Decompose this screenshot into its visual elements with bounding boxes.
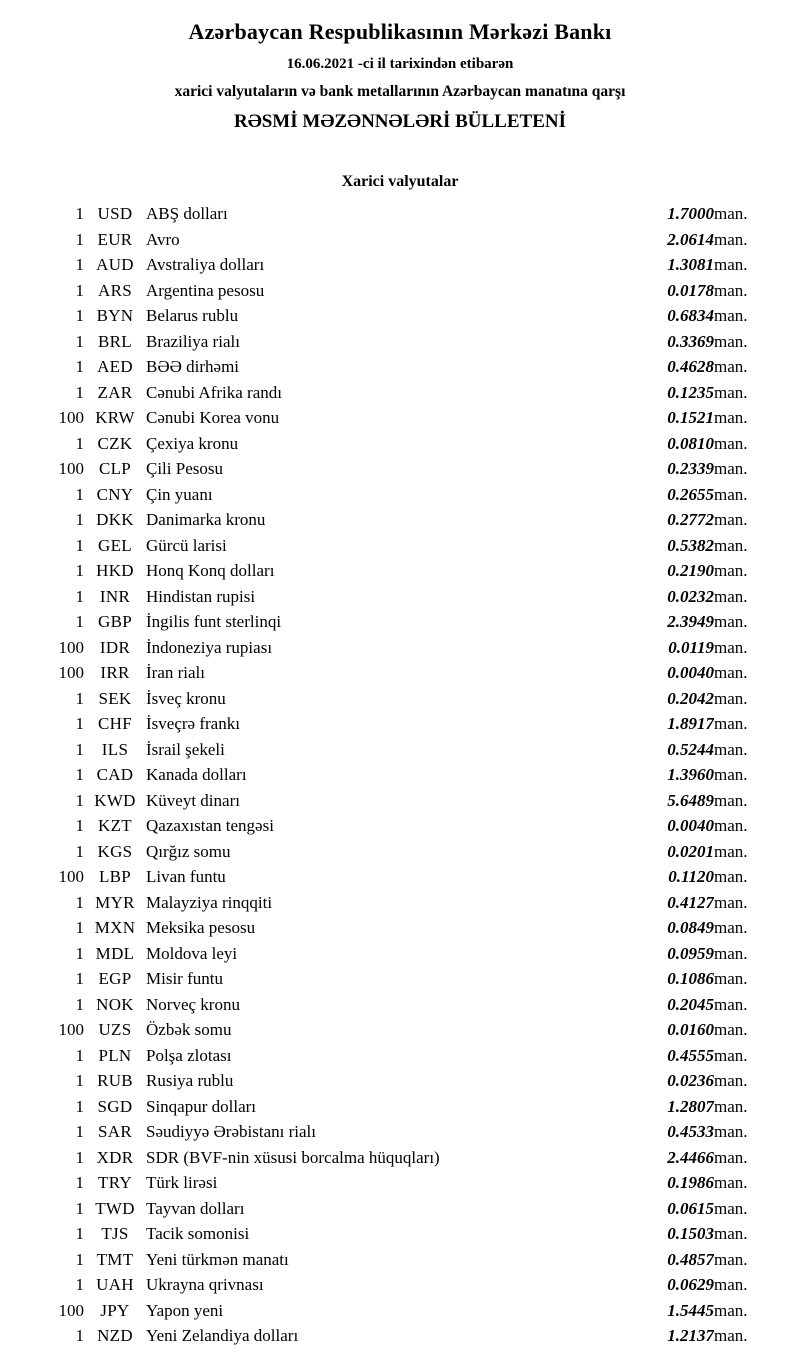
currency-rate-unit: man. xyxy=(714,433,748,453)
table-row xyxy=(28,1068,772,1094)
currency-name: Tayvan dolları xyxy=(146,1198,245,1218)
currency-name: Özbək somu xyxy=(146,1020,232,1040)
currency-rate-unit: man. xyxy=(714,1275,748,1295)
currency-name: Çin yuanı xyxy=(146,484,213,504)
table-row xyxy=(28,1017,772,1043)
currency-quantity: 1 xyxy=(75,612,84,632)
currency-quantity: 1 xyxy=(75,280,84,300)
currency-rate-value: 0.2190 xyxy=(667,561,714,581)
currency-rate-unit: man. xyxy=(714,1045,748,1065)
currency-name: Sinqapur dolları xyxy=(146,1096,257,1116)
currency-rate-value: 2.3949 xyxy=(667,612,714,632)
currency-rate-unit: man. xyxy=(714,1198,748,1218)
table-row xyxy=(28,482,772,508)
currency-rate-value: 0.0040 xyxy=(667,816,714,836)
currency-quantity: 1 xyxy=(75,561,84,581)
currency-rate-unit: man. xyxy=(714,331,748,351)
currency-code: HKD xyxy=(96,561,134,581)
currency-quantity: 1 xyxy=(75,765,84,785)
currency-name: Belarus rublu xyxy=(146,306,239,326)
effective-date-line: 16.06.2021 -ci il tarixindən etibarən xyxy=(286,55,514,72)
currency-rate-unit: man. xyxy=(714,816,748,836)
table-row xyxy=(28,1196,772,1222)
currency-code: INR xyxy=(99,586,131,606)
table-row xyxy=(28,813,772,839)
currency-code: IDR xyxy=(99,637,131,657)
currency-rate-unit: man. xyxy=(714,229,748,249)
currency-quantity: 100 xyxy=(58,663,84,683)
currency-quantity: 1 xyxy=(75,688,84,708)
currency-rate-unit: man. xyxy=(714,714,748,734)
table-row xyxy=(28,1272,772,1298)
table-row xyxy=(28,431,772,457)
currency-quantity: 1 xyxy=(75,433,84,453)
currency-quantity: 1 xyxy=(75,739,84,759)
table-row xyxy=(28,1043,772,1069)
section-title-foreign-currencies: Xarici valyutalar xyxy=(341,173,459,191)
table-row xyxy=(28,303,772,329)
currency-rate-unit: man. xyxy=(714,1020,748,1040)
currency-quantity: 100 xyxy=(58,459,84,479)
currency-code: KWD xyxy=(94,790,136,810)
table-row xyxy=(28,456,772,482)
currency-quantity: 100 xyxy=(58,867,84,887)
currency-quantity: 1 xyxy=(75,510,84,530)
currency-quantity: 100 xyxy=(58,1020,84,1040)
currency-name: Livan funtu xyxy=(146,867,226,887)
table-row xyxy=(28,1170,772,1196)
table-row xyxy=(28,201,772,227)
table-row xyxy=(28,839,772,865)
currency-rate-value: 0.4628 xyxy=(667,357,714,377)
currency-name: İndoneziya rupiası xyxy=(146,637,273,657)
currency-quantity: 1 xyxy=(75,1224,84,1244)
currency-rate-unit: man. xyxy=(714,1326,748,1346)
currency-rate-unit: man. xyxy=(714,637,748,657)
currency-rate-unit: man. xyxy=(714,510,748,530)
currency-rate-value: 0.0615 xyxy=(667,1198,714,1218)
table-row xyxy=(28,890,772,916)
currency-quantity: 1 xyxy=(75,943,84,963)
currency-quantity: 1 xyxy=(75,892,84,912)
currency-rate-value: 0.5382 xyxy=(667,535,714,555)
currency-rate-unit: man. xyxy=(714,765,748,785)
currency-name: Avstraliya dolları xyxy=(146,255,265,275)
currency-name: Hindistan rupisi xyxy=(146,586,256,606)
table-row xyxy=(28,1094,772,1120)
currency-rate-value: 1.7000 xyxy=(667,204,714,224)
currency-rates-body xyxy=(28,201,772,1349)
currency-quantity: 1 xyxy=(75,1096,84,1116)
document-subtitle: xarici valyutaların və bank metallarının Azərbaycan manatına qarşı xyxy=(174,83,626,101)
currency-code: GBP xyxy=(98,612,132,632)
currency-quantity: 1 xyxy=(75,969,84,989)
currency-quantity: 1 xyxy=(75,535,84,555)
currency-rate-value: 0.0160 xyxy=(667,1020,714,1040)
table-row xyxy=(28,686,772,712)
currency-code: EUR xyxy=(97,229,133,249)
currency-quantity: 1 xyxy=(75,331,84,351)
currency-code: CAD xyxy=(96,765,134,785)
currency-quantity: 1 xyxy=(75,306,84,326)
currency-quantity: 1 xyxy=(75,1122,84,1142)
currency-rate-unit: man. xyxy=(714,1224,748,1244)
currency-rate-value: 0.4533 xyxy=(667,1122,714,1142)
table-row xyxy=(28,1221,772,1247)
currency-name: ABŞ dolları xyxy=(146,204,228,224)
currency-code: NZD xyxy=(97,1326,133,1346)
currency-code: PLN xyxy=(98,1045,132,1065)
currency-code: BYN xyxy=(96,306,134,326)
currency-name: Danimarka kronu xyxy=(146,510,266,530)
bank-title: Azərbaycan Respublikasının Mərkəzi Bankı xyxy=(188,19,612,44)
currency-quantity: 1 xyxy=(75,1275,84,1295)
table-row xyxy=(28,992,772,1018)
table-row xyxy=(28,1145,772,1171)
currency-quantity: 1 xyxy=(75,714,84,734)
currency-code: NOK xyxy=(96,994,134,1014)
currency-code: USD xyxy=(97,204,133,224)
currency-quantity: 1 xyxy=(75,204,84,224)
table-row xyxy=(28,329,772,355)
currency-rate-value: 5.6489 xyxy=(667,790,714,810)
currency-rate-value: 0.1986 xyxy=(667,1173,714,1193)
table-row xyxy=(28,635,772,661)
table-row xyxy=(28,278,772,304)
currency-name: İsrail şekeli xyxy=(146,739,225,759)
currency-quantity: 1 xyxy=(75,841,84,861)
currency-code: MXN xyxy=(94,918,136,938)
currency-rate-unit: man. xyxy=(714,943,748,963)
table-row xyxy=(28,533,772,559)
currency-name: Gürcü larisi xyxy=(146,535,227,555)
currency-code: EGP xyxy=(98,969,132,989)
currency-rate-unit: man. xyxy=(714,255,748,275)
currency-rate-value: 0.4127 xyxy=(667,892,714,912)
currency-quantity: 1 xyxy=(75,1147,84,1167)
currency-name: Çili Pesosu xyxy=(146,459,223,479)
currency-rate-unit: man. xyxy=(714,1122,748,1142)
table-row xyxy=(28,1298,772,1324)
table-row xyxy=(28,915,772,941)
currency-rates-table xyxy=(28,201,772,1349)
currency-rate-value: 0.1235 xyxy=(667,382,714,402)
currency-rate-value: 0.0178 xyxy=(667,280,714,300)
currency-name: Norveç kronu xyxy=(146,994,240,1014)
currency-rate-unit: man. xyxy=(714,688,748,708)
currency-rate-value: 0.2045 xyxy=(667,994,714,1014)
table-row xyxy=(28,1247,772,1273)
currency-rate-value: 0.0232 xyxy=(667,586,714,606)
currency-rate-value: 1.2137 xyxy=(667,1326,714,1346)
currency-name: Qırğız somu xyxy=(146,841,231,861)
currency-rate-unit: man. xyxy=(714,1249,748,1269)
currency-code: TMT xyxy=(96,1249,134,1269)
currency-code: KZT xyxy=(98,816,132,836)
currency-rate-unit: man. xyxy=(714,306,748,326)
currency-name: Cənubi Afrika randı xyxy=(146,382,282,402)
currency-code: IRR xyxy=(100,663,130,683)
currency-rate-unit: man. xyxy=(714,586,748,606)
currency-rate-value: 0.0201 xyxy=(667,841,714,861)
currency-code: ILS xyxy=(101,739,129,759)
currency-quantity: 1 xyxy=(75,484,84,504)
currency-rate-value: 1.3081 xyxy=(667,255,714,275)
currency-quantity: 1 xyxy=(75,382,84,402)
table-row xyxy=(28,380,772,406)
currency-quantity: 100 xyxy=(58,1300,84,1320)
table-row xyxy=(28,864,772,890)
table-row xyxy=(28,354,772,380)
currency-rate-unit: man. xyxy=(714,1147,748,1167)
currency-rate-value: 0.0959 xyxy=(667,943,714,963)
currency-rate-value: 0.1086 xyxy=(667,969,714,989)
currency-name: BƏƏ dirhəmi xyxy=(146,357,240,377)
currency-code: MDL xyxy=(95,943,135,963)
table-row xyxy=(28,711,772,737)
currency-quantity: 1 xyxy=(75,586,84,606)
currency-quantity: 1 xyxy=(75,1071,84,1091)
currency-quantity: 1 xyxy=(75,229,84,249)
currency-quantity: 100 xyxy=(58,637,84,657)
table-row xyxy=(28,941,772,967)
currency-rate-value: 1.5445 xyxy=(667,1300,714,1320)
currency-name: Yeni türkmən manatı xyxy=(146,1249,289,1269)
currency-code: CNY xyxy=(96,484,134,504)
currency-rate-unit: man. xyxy=(714,841,748,861)
currency-code: AED xyxy=(97,357,133,377)
table-row xyxy=(28,252,772,278)
table-row xyxy=(28,966,772,992)
currency-rate-value: 2.0614 xyxy=(667,229,714,249)
currency-name: Braziliya rialı xyxy=(146,331,240,351)
table-row xyxy=(28,1323,772,1349)
table-row xyxy=(28,788,772,814)
currency-rate-unit: man. xyxy=(714,484,748,504)
table-row xyxy=(28,762,772,788)
currency-rate-unit: man. xyxy=(714,1300,748,1320)
currency-quantity: 1 xyxy=(75,1249,84,1269)
currency-rate-value: 0.4857 xyxy=(667,1249,714,1269)
currency-rate-value: 0.2655 xyxy=(667,484,714,504)
currency-name: Qazaxıstan tengəsi xyxy=(146,816,274,836)
currency-name: Kanada dolları xyxy=(146,765,247,785)
table-row xyxy=(28,660,772,686)
currency-rate-value: 0.2042 xyxy=(667,688,714,708)
currency-rate-value: 0.0040 xyxy=(667,663,714,683)
currency-name: İsveç kronu xyxy=(146,688,226,708)
currency-code: TRY xyxy=(98,1173,132,1193)
currency-rate-unit: man. xyxy=(714,535,748,555)
currency-rate-value: 0.6834 xyxy=(667,306,714,326)
currency-rate-value: 0.0119 xyxy=(668,637,714,657)
currency-rate-unit: man. xyxy=(714,969,748,989)
currency-code: GEL xyxy=(98,535,132,555)
currency-rate-value: 0.1521 xyxy=(667,408,714,428)
currency-code: SAR xyxy=(98,1122,132,1142)
currency-code: CLP xyxy=(98,459,132,479)
currency-code: UZS xyxy=(98,1020,132,1040)
currency-code: ARS xyxy=(98,280,132,300)
currency-rate-value: 0.2772 xyxy=(667,510,714,530)
currency-rate-unit: man. xyxy=(714,280,748,300)
currency-rate-value: 0.0629 xyxy=(667,1275,714,1295)
currency-name: Moldova leyi xyxy=(146,943,238,963)
currency-code: BRL xyxy=(98,331,132,351)
currency-quantity: 1 xyxy=(75,357,84,377)
currency-rate-value: 1.3960 xyxy=(667,765,714,785)
currency-quantity: 1 xyxy=(75,255,84,275)
bulletin-heading: RƏSMİ MƏZƏNNƏLƏRİ BÜLLETENİ xyxy=(233,110,566,132)
currency-name: Meksika pesosu xyxy=(146,918,256,938)
currency-quantity: 1 xyxy=(75,1045,84,1065)
currency-rate-unit: man. xyxy=(714,1173,748,1193)
currency-quantity: 1 xyxy=(75,816,84,836)
currency-rate-unit: man. xyxy=(714,892,748,912)
currency-name: Çexiya kronu xyxy=(146,433,239,453)
currency-rate-unit: man. xyxy=(714,561,748,581)
currency-name: Avro xyxy=(146,229,180,249)
currency-quantity: 100 xyxy=(58,408,84,428)
currency-rate-value: 1.8917 xyxy=(667,714,714,734)
currency-rate-unit: man. xyxy=(714,408,748,428)
currency-quantity: 1 xyxy=(75,1173,84,1193)
currency-name: Honq Konq dolları xyxy=(146,561,275,581)
table-row xyxy=(28,558,772,584)
document-header xyxy=(28,18,772,133)
currency-name: Küveyt dinarı xyxy=(146,790,240,810)
currency-code: CHF xyxy=(98,714,132,734)
currency-code: DKK xyxy=(96,510,134,530)
table-row xyxy=(28,507,772,533)
currency-name: Malayziya rinqqiti xyxy=(146,892,273,912)
currency-rate-value: 0.3369 xyxy=(667,331,714,351)
currency-code: JPY xyxy=(100,1300,130,1320)
currency-rate-value: 0.1120 xyxy=(668,867,714,887)
currency-rate-unit: man. xyxy=(714,382,748,402)
currency-rate-value: 0.0849 xyxy=(667,918,714,938)
currency-rate-value: 1.2807 xyxy=(667,1096,714,1116)
table-row xyxy=(28,737,772,763)
currency-name: SDR (BVF-nin xüsusi borcalma hüquqları) xyxy=(146,1147,440,1167)
currency-quantity: 1 xyxy=(75,790,84,810)
currency-rate-unit: man. xyxy=(714,790,748,810)
currency-rate-value: 0.5244 xyxy=(667,739,714,759)
currency-rate-value: 0.0810 xyxy=(667,433,714,453)
currency-code: UAH xyxy=(96,1275,134,1295)
currency-name: Yeni Zelandiya dolları xyxy=(146,1326,299,1346)
currency-code: SEK xyxy=(98,688,132,708)
currency-rate-unit: man. xyxy=(714,663,748,683)
currency-rate-value: 2.4466 xyxy=(667,1147,714,1167)
currency-name: İngilis funt sterlinqi xyxy=(146,612,282,632)
currency-name: Türk lirəsi xyxy=(146,1173,218,1193)
currency-code: MYR xyxy=(95,892,135,912)
currency-quantity: 1 xyxy=(75,994,84,1014)
currency-rate-value: 0.2339 xyxy=(667,459,714,479)
currency-code: RUB xyxy=(97,1071,133,1091)
table-row xyxy=(28,405,772,431)
currency-code: TJS xyxy=(101,1224,129,1244)
currency-name: Tacik somonisi xyxy=(146,1224,250,1244)
table-row xyxy=(28,584,772,610)
currency-rate-unit: man. xyxy=(714,1071,748,1091)
currency-rate-unit: man. xyxy=(714,739,748,759)
currency-rate-unit: man. xyxy=(714,1096,748,1116)
currency-rate-unit: man. xyxy=(714,867,748,887)
currency-name: Polşa zlotası xyxy=(146,1045,232,1065)
currency-rate-unit: man. xyxy=(714,204,748,224)
currency-name: Ukrayna qrivnası xyxy=(146,1275,264,1295)
currency-name: Səudiyyə Ərəbistanı rialı xyxy=(146,1122,316,1142)
currency-rate-value: 0.1503 xyxy=(667,1224,714,1244)
currency-quantity: 1 xyxy=(75,918,84,938)
currency-name: Argentina pesosu xyxy=(146,280,265,300)
table-row xyxy=(28,227,772,253)
currency-rate-unit: man. xyxy=(714,459,748,479)
currency-name: Cənubi Korea vonu xyxy=(146,408,280,428)
currency-name: Yapon yeni xyxy=(146,1300,224,1320)
currency-code: XDR xyxy=(96,1147,134,1167)
currency-code: TWD xyxy=(95,1198,135,1218)
currency-name: İran rialı xyxy=(146,663,205,683)
currency-name: İsveçrə frankı xyxy=(146,714,240,734)
currency-code: AUD xyxy=(96,255,134,275)
currency-rate-value: 0.0236 xyxy=(667,1071,714,1091)
currency-name: Rusiya rublu xyxy=(146,1071,234,1091)
currency-rate-unit: man. xyxy=(714,612,748,632)
currency-rate-unit: man. xyxy=(714,357,748,377)
currency-code: LBP xyxy=(98,867,132,887)
currency-code: CZK xyxy=(97,433,133,453)
currency-rate-unit: man. xyxy=(714,994,748,1014)
table-row xyxy=(28,609,772,635)
table-row xyxy=(28,1119,772,1145)
currency-quantity: 1 xyxy=(75,1326,84,1346)
currency-code: ZAR xyxy=(97,382,133,402)
currency-code: KGS xyxy=(97,841,133,861)
currency-rate-unit: man. xyxy=(714,918,748,938)
currency-rate-value: 0.4555 xyxy=(667,1045,714,1065)
currency-code: KRW xyxy=(95,408,135,428)
currency-code: SGD xyxy=(97,1096,133,1116)
currency-quantity: 1 xyxy=(75,1198,84,1218)
currency-name: Misir funtu xyxy=(146,969,223,989)
